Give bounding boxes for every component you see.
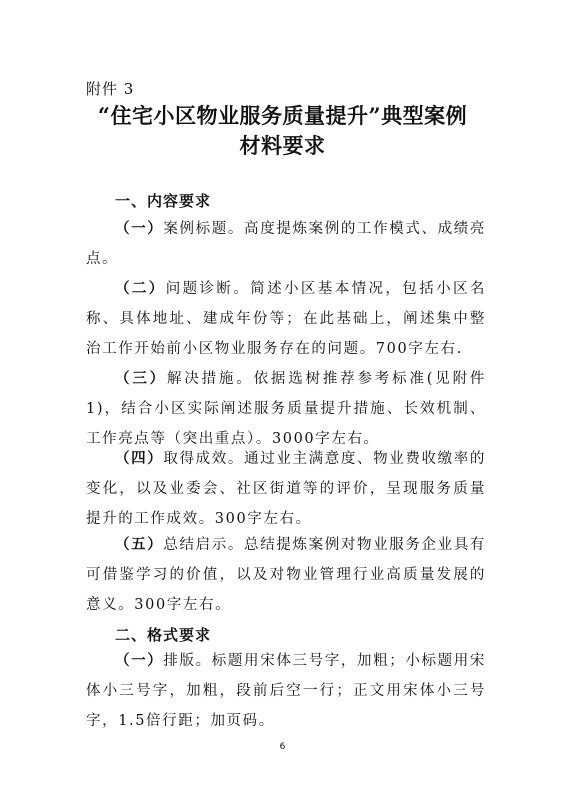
item-text: 总结启示。总结提炼案例对物业服务企业具有可借鉴学习的价值，以及对物业管理行业高质量发展的意义。300字左右。	[86, 537, 486, 613]
item-text: 问题诊断。简述小区基本情况，包括小区名称、具体地址、建成年份等；在此基础上，阐述集中整治工作开始前小区物业服务存在的问题。700字左右.	[86, 281, 486, 357]
item-text: 案例标题。高度提炼案例的工作模式、成绩亮点。	[86, 221, 486, 267]
paragraph-solutions	[86, 364, 486, 454]
paragraph-summary	[86, 530, 486, 620]
paragraph-case-title	[86, 214, 486, 274]
item-number: （一）	[115, 220, 164, 237]
item-number: （三）	[115, 370, 167, 387]
item-number: （四）	[115, 450, 164, 467]
item-text: 取得成效。通过业主满意度、物业费收缴率的变化，以及业委会、社区街道等的评价，呈现服务质量提升的工作成效。300字左右。	[86, 451, 486, 527]
item-number: （五）	[115, 536, 164, 553]
paragraph-results	[86, 444, 486, 534]
item-number: （二）	[115, 280, 166, 297]
section-heading-content: 一、内容要求	[115, 192, 212, 210]
page-number: 6	[279, 742, 286, 752]
paragraph-layout	[86, 646, 486, 736]
section-heading-format: 二、格式要求	[115, 626, 212, 644]
paragraph-problem-diagnosis	[86, 274, 486, 364]
item-text: 排版。标题用宋体三号字，加粗；小标题用宋体小三号字，加粗，段前后空一行；正文用宋体小三号字，1.5倍行距；加页码。	[86, 653, 486, 729]
attachment-label: 附件 3	[86, 80, 135, 98]
document-title-line2: 材料要求	[239, 133, 326, 158]
document-title-line1: “住宅小区物业服务质量提升”典型案例	[97, 103, 468, 128]
item-text: 解决措施。依据选树推荐参考标准(见附件1)，结合小区实际阐述服务质量提升措施、长效机制、工作亮点等（突出重点）。3000字左右。	[86, 371, 486, 447]
item-number: （一）	[115, 652, 164, 669]
